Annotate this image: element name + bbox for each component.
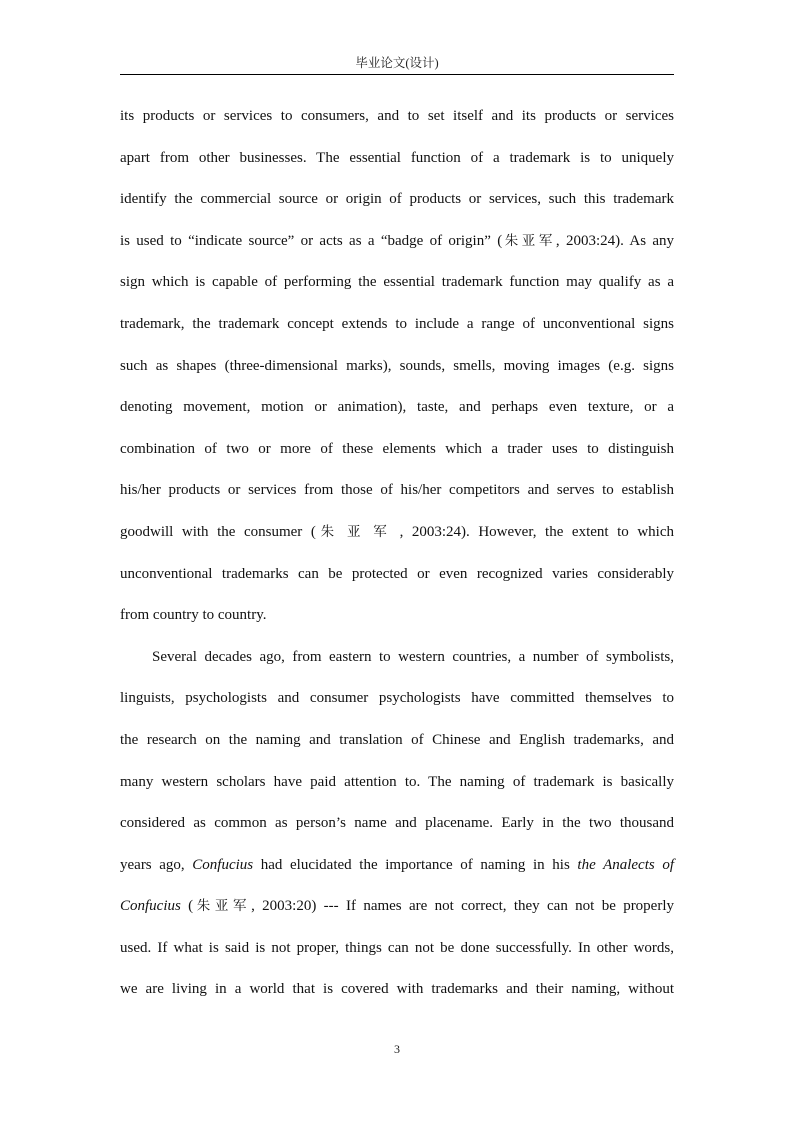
text-line: sign which is capable of performing the essential trademark function may qualify as a (120, 274, 674, 291)
text-line: years ago, Confucius had elucidated the importance of naming in his the Analects of (120, 856, 675, 873)
text-line: its products or services to consumers, and to set itself and its products or services (120, 108, 674, 124)
body-text (120, 96, 674, 1011)
text-line: from country to country. (120, 607, 267, 624)
page-number: 3 (394, 1042, 400, 1056)
text-line: apart from other businesses. The essential function of a trademark is to uniquely (120, 149, 674, 166)
text-line: trademark, the trademark concept extends to include a range of unconventional signs (120, 315, 674, 332)
text-line: considered as common as person’s name and placename. Early in the two thousand (120, 815, 674, 832)
header-divider (120, 74, 674, 75)
text-line: linguists, psychologists and consumer psychologists have committed themselves to (120, 690, 674, 707)
italic-title: Confucius (120, 898, 181, 915)
cjk-author-name: 朱亚军 (502, 232, 556, 249)
cjk-author-name: 朱亚军 (315, 523, 400, 540)
italic-title: Confucius (192, 856, 254, 873)
page-header-title: 毕业论文(设计) (355, 56, 439, 70)
text-line: goodwill with the consumer (朱亚军, 2003:24). However, the extent to which (120, 523, 674, 540)
text-line: such as shapes (three-dimensional marks), sounds, smells, moving images (e.g. signs (120, 357, 674, 374)
text-line: we are living in a world that is covered with trademarks and their naming, without (120, 981, 674, 998)
text-line: many western scholars have paid attention to. The naming of trademark is basically (120, 773, 674, 790)
paragraph-first-line: Several decades ago, from eastern to western countries, a number of symbolists, (152, 648, 674, 665)
text-line: combination of two or more of these elements which a trader uses to distinguish (120, 440, 674, 457)
text-line: his/her products or services from those of his/her competitors and serves to establish (120, 482, 674, 499)
text-line: Confucius (朱亚军, 2003:20) --- If names are not correct, they can not be properly (120, 898, 675, 915)
italic-title: the Analects of (577, 856, 675, 873)
text-line: unconventional trademarks can be protected or even recognized varies considerably (120, 565, 674, 582)
cjk-author-name: 朱亚军 (193, 898, 252, 915)
text-line: identify the commercial source or origin of products or services, such this trademark (120, 191, 674, 208)
text-line: denoting movement, motion or animation), taste, and perhaps even texture, or a (120, 399, 674, 416)
text-line: is used to “indicate source” or acts as a “badge of origin” (朱亚军, 2003:24). As any (120, 232, 674, 249)
text-line: the research on the naming and translation of Chinese and English trademarks, and (120, 731, 674, 748)
text-line: used. If what is said is not proper, things can not be done successfully. In other words, (120, 939, 674, 956)
